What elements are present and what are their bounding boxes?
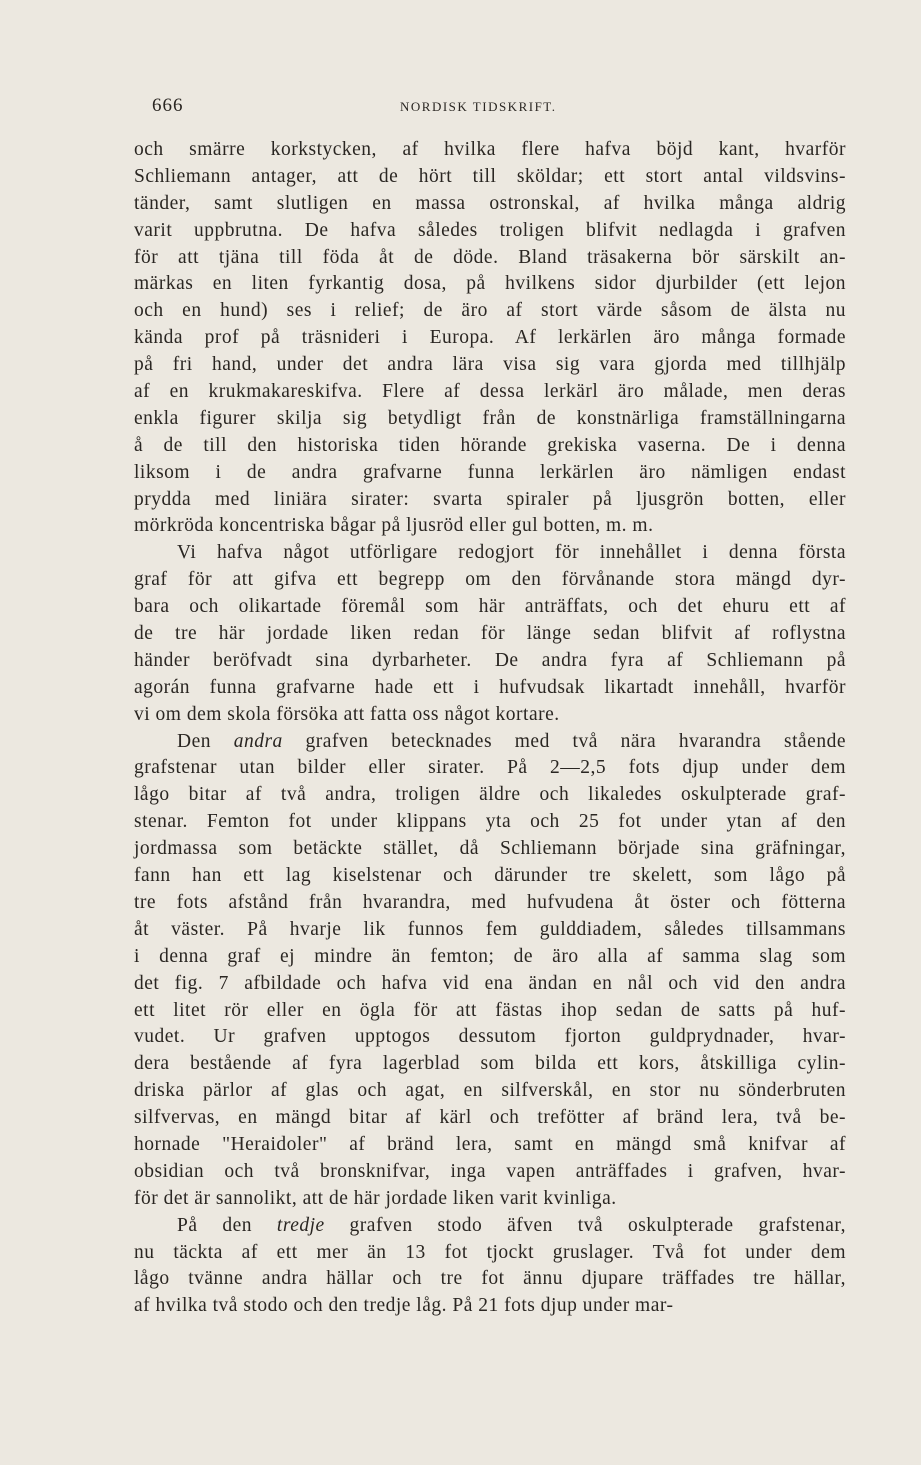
text-line: å de till den historiska tiden hörande grekiska vaserna. De i denna	[134, 434, 846, 456]
text-line: ett litet rör eller en ögla för att fästas ihop sedan de satts på huf-	[134, 999, 846, 1021]
text-line: vudet. Ur grafven upptogos dessutom fjorton guldprydnader, hvar-	[134, 1026, 846, 1048]
text-line: mörkröda koncentriska bågar på ljusröd eller gul botten, m. m.	[134, 515, 654, 537]
paragraph	[134, 1213, 846, 1321]
text-line: i denna graf ej mindre än femton; de äro alla af samma slag som	[134, 945, 846, 967]
text-line: tänder, samt slutligen en massa ostronskal, af hvilka många aldrig	[134, 192, 846, 214]
text-line: obsidian och två bronsknifvar, inga vapen anträffades i grafven, hvar-	[134, 1160, 846, 1182]
page-header	[152, 95, 846, 119]
text-line: lågo bitar af två andra, troligen äldre och likaledes oskulpterade graf-	[134, 784, 846, 806]
text-line: bara och olikartade föremål som här anträffats, och det ehuru ett af	[134, 596, 846, 618]
text-line: fann han ett lag kiselstenar och därunder tre skelett, som lågo på	[134, 865, 846, 887]
text-line: Vi hafva något utförligare redogjort för innehållet i denna första	[177, 542, 846, 564]
paragraph	[134, 729, 846, 1213]
text-line: På den tredje grafven stodo äfven två oskulpterade grafstenar,	[177, 1214, 846, 1236]
text-line: åt väster. På hvarje lik funnos fem gulddiadem, således tillsammans	[134, 918, 846, 940]
text-line: de tre här jordade liken redan för länge sedan blifvit af roflystna	[134, 623, 846, 645]
text-line: nu täckta af ett mer än 13 fot tjockt gruslager. Två fot under dem	[134, 1241, 846, 1263]
text-line: Schliemann antager, att de hört till sköldar; ett stort antal vildsvins-	[134, 165, 846, 187]
text-line: jordmassa som betäckte stället, då Schliemann började sina gräfningar,	[134, 838, 846, 860]
text-line: af en krukmakareskifva. Flere af dessa lerkärl äro målade, men deras	[134, 381, 846, 403]
text-line: och en hund) ses i relief; de äro af stort värde såsom de älsta nu	[134, 300, 846, 322]
text-line: för att tjäna till föda åt de döde. Bland träsakerna bör särskilt an-	[134, 246, 846, 268]
text-line: silfvervas, en mängd bitar af kärl och trefötter af bränd lera, två be-	[134, 1107, 846, 1129]
text-line: kända prof på träsnideri i Europa. Af lerkärlen äro många formade	[134, 327, 846, 349]
text-line: Den andra grafven betecknades med två nära hvarandra stående	[177, 730, 846, 752]
text-line: vi om dem skola försöka att fatta oss något kortare.	[134, 703, 560, 725]
text-line: tre fots afstånd från hvarandra, med hufvudena åt öster och fötterna	[134, 891, 846, 913]
text-line: lågo tvänne andra hällar och tre fot ännu djupare träffades tre hällar,	[134, 1268, 846, 1290]
text-line: af hvilka två stodo och den tredje låg. På 21 fots djup under mar-	[134, 1295, 674, 1317]
text-line: dera bestående af fyra lagerblad som bilda ett kors, åtskilliga cylin-	[134, 1053, 846, 1075]
running-title: NORDISK TIDSKRIFT.	[400, 99, 557, 114]
text-line: det fig. 7 afbildade och hafva vid ena ändan en nål och vid den andra	[134, 972, 846, 994]
text-line: enkla figurer skilja sig betydligt från de konstnärliga framställningarna	[134, 407, 846, 429]
text-line: agorán funna grafvarne hade ett i hufvudsak likartadt innehåll, hvarför	[134, 676, 846, 698]
text-line: på fri hand, under det andra lära visa sig vara gjorda med tillhjälp	[134, 354, 846, 376]
text-line: prydda med liniära sirater: svarta spiraler på ljusgrön botten, eller	[134, 488, 846, 510]
text-line: stenar. Femton fot under klippans yta och 25 fot under ytan af den	[134, 811, 846, 833]
text-line: liksom i de andra grafvarne funna lerkärlen äro nämligen endast	[134, 461, 846, 483]
text-line: grafstenar utan bilder eller sirater. På 2—2,5 fots djup under dem	[134, 757, 846, 779]
text-line: märkas en liten fyrkantig dosa, på hvilkens sidor djurbilder (ett lejon	[134, 273, 846, 295]
paragraph	[134, 137, 846, 540]
page-number: 666	[152, 95, 184, 116]
text-line: för det är sannolikt, att de här jordade liken varit kvinliga.	[134, 1187, 617, 1209]
text-line: graf för att gifva ett begrepp om den förvånande stora mängd dyr-	[134, 569, 846, 591]
paragraph	[134, 540, 846, 728]
text-line: hornade "Heraidoler" af bränd lera, samt en mängd små knifvar af	[134, 1133, 846, 1155]
text-line: händer beröfvadt sina dyrbarheter. De andra fyra af Schliemann på	[134, 649, 846, 671]
text-line: och smärre korkstycken, af hvilka flere hafva böjd kant, hvarför	[134, 139, 846, 160]
body-text	[134, 137, 846, 1320]
text-line: varit uppbrutna. De hafva således troligen blifvit nedlagda i grafven	[134, 219, 846, 241]
text-line: driska pärlor af glas och agat, en silfverskål, en stor nu sönderbruten	[134, 1080, 846, 1102]
